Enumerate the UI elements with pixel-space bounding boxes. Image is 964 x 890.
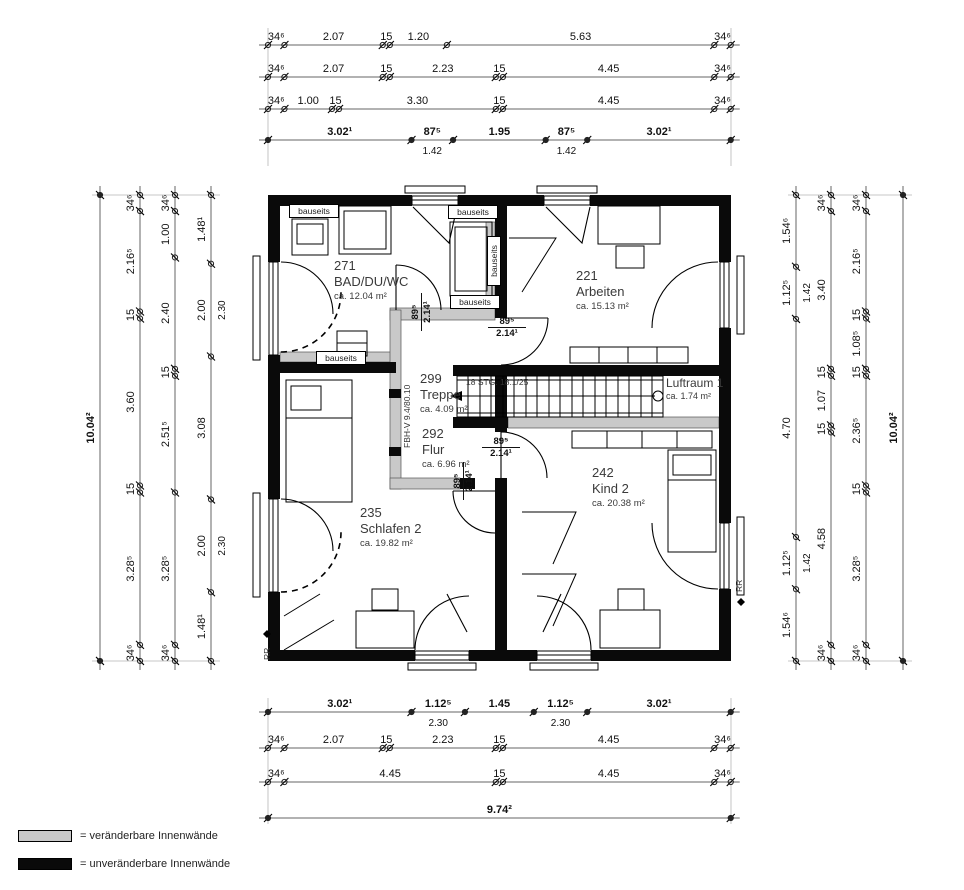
svg-text:34⁶: 34⁶ (816, 644, 828, 662)
shelf-schlafen (284, 594, 334, 650)
room-rname: Schlafen 2 (360, 521, 422, 537)
room-label-221 (576, 268, 629, 312)
svg-text:34⁶: 34⁶ (714, 734, 731, 746)
dim-chain-top-3 (259, 95, 740, 113)
room-rid: 292 (422, 426, 444, 441)
svg-text:1.48¹: 1.48¹ (196, 216, 208, 242)
floor-heating-note: FBH-V 9.4/80.10 (402, 384, 412, 448)
legend-row-changeable (18, 830, 230, 841)
bauseits-label-0: bauseits (289, 204, 339, 218)
room-rname: Flur (422, 442, 445, 458)
svg-text:34⁶: 34⁶ (714, 768, 731, 780)
bauseits-label-1: bauseits (448, 205, 498, 219)
door-height: 2.14¹ (464, 470, 475, 492)
svg-text:34⁶: 34⁶ (267, 768, 285, 780)
sideboard-arbeiten (570, 347, 688, 363)
svg-text:3.02¹: 3.02¹ (327, 698, 353, 710)
desk-kind (600, 610, 660, 648)
room-rarea: ca. 20.38 m² (592, 497, 645, 509)
dim-chain-left-2 (125, 186, 144, 670)
svg-text:1.48¹: 1.48¹ (196, 614, 208, 640)
svg-text:1.95: 1.95 (488, 126, 511, 138)
svg-text:15: 15 (493, 63, 506, 75)
room-label-235 (360, 505, 421, 549)
svg-text:2.07: 2.07 (322, 31, 345, 43)
svg-text:3.28⁵: 3.28⁵ (160, 555, 172, 582)
svg-text:15: 15 (380, 63, 393, 75)
bauseits-label-2: bauseits (487, 236, 501, 286)
svg-text:1.12⁵: 1.12⁵ (781, 550, 793, 577)
door-width: 89⁵ (482, 436, 520, 448)
door-size-label-3 (452, 462, 475, 500)
svg-text:15: 15 (493, 768, 506, 780)
svg-text:87⁵: 87⁵ (557, 126, 576, 138)
dim-chain-bottom-1 (259, 698, 740, 729)
room-rid: 242 (592, 465, 614, 480)
legend-text-changeable: = veränderbare Innenwände (80, 829, 218, 842)
svg-text:2.30: 2.30 (217, 300, 228, 320)
svg-text:1.42: 1.42 (802, 553, 813, 573)
dim-chain-left-1 (85, 186, 104, 670)
svg-text:4.45: 4.45 (597, 734, 620, 746)
svg-text:1.12⁵: 1.12⁵ (781, 279, 793, 306)
svg-text:1.54⁶: 1.54⁶ (781, 612, 793, 639)
shower (339, 206, 391, 254)
legend-row-unchangeable (18, 858, 230, 869)
room-label-luftraum (666, 376, 723, 402)
svg-text:2.36⁵: 2.36⁵ (851, 417, 863, 444)
door-size-label-2 (410, 293, 433, 331)
svg-text:34⁶: 34⁶ (160, 194, 172, 212)
svg-text:34⁶: 34⁶ (267, 95, 285, 107)
bed-schlafen (286, 380, 352, 502)
svg-text:4.45: 4.45 (379, 768, 401, 780)
dim-chain-right-1 (781, 186, 813, 670)
svg-text:34⁶: 34⁶ (816, 194, 828, 212)
svg-text:34⁶: 34⁶ (851, 194, 863, 212)
room-label-242 (592, 465, 645, 509)
svg-text:3.40: 3.40 (816, 279, 828, 301)
svg-text:34⁶: 34⁶ (160, 644, 172, 662)
svg-text:1.45: 1.45 (488, 698, 511, 710)
legend-swatch-unchangeable (18, 858, 72, 870)
room-label-271 (334, 258, 408, 302)
svg-text:15: 15 (125, 308, 137, 322)
svg-text:34⁶: 34⁶ (267, 31, 285, 43)
svg-text:15: 15 (851, 366, 863, 379)
room-rname: BAD/DU/WC (334, 274, 409, 290)
room-rid: 271 (334, 258, 356, 273)
svg-text:3.30: 3.30 (406, 95, 429, 107)
svg-text:1.42: 1.42 (556, 146, 577, 157)
svg-text:5.63: 5.63 (569, 31, 592, 43)
svg-text:15: 15 (380, 31, 393, 43)
svg-text:4.58: 4.58 (816, 527, 828, 550)
svg-text:15: 15 (816, 422, 828, 436)
svg-text:1.42: 1.42 (802, 283, 813, 303)
dim-chain-bottom-3 (259, 768, 740, 786)
svg-text:34⁶: 34⁶ (267, 63, 285, 75)
dim-chain-right-2 (816, 186, 835, 670)
bauseits-label-3: bauseits (450, 295, 500, 309)
svg-text:34⁶: 34⁶ (851, 644, 863, 662)
svg-text:3.60: 3.60 (125, 391, 137, 413)
svg-text:3.02¹: 3.02¹ (327, 126, 353, 138)
dim-chain-left-4 (196, 186, 228, 670)
svg-text:15: 15 (380, 734, 393, 746)
dim-chain-right-3 (851, 186, 870, 670)
door-height: 2.14¹ (496, 328, 518, 339)
svg-text:1.20: 1.20 (407, 31, 430, 43)
dim-chain-top-1 (259, 31, 740, 49)
svg-text:34⁶: 34⁶ (714, 31, 731, 43)
room-rid: 299 (420, 371, 442, 386)
svg-text:15: 15 (851, 308, 863, 322)
svg-text:10.04²: 10.04² (85, 412, 97, 444)
door-size-label-0 (488, 316, 526, 339)
dim-chain-right-4 (888, 186, 907, 670)
svg-text:2.16⁵: 2.16⁵ (125, 248, 137, 275)
bauseits-label-4: bauseits (316, 351, 366, 365)
svg-text:4.45: 4.45 (597, 95, 620, 107)
svg-text:2.40: 2.40 (160, 302, 172, 324)
dim-chain-top-2 (259, 63, 740, 81)
room-rid: 221 (576, 268, 598, 283)
svg-text:3.08: 3.08 (196, 417, 208, 439)
svg-text:3.28⁵: 3.28⁵ (125, 555, 137, 582)
luftraum-name: Luftraum 1 (666, 376, 724, 390)
svg-text:15: 15 (493, 734, 506, 746)
door-size-label-1 (482, 436, 520, 459)
downpipe-label-right: RR (734, 579, 744, 592)
room-rarea: ca. 15.13 m² (576, 300, 629, 312)
desk-schlafen (356, 611, 414, 648)
desk-arbeiten (598, 206, 660, 244)
door-width: 89⁵ (410, 293, 422, 331)
room-rid: 235 (360, 505, 382, 520)
svg-text:1.12⁵: 1.12⁵ (547, 698, 574, 710)
svg-text:2.30: 2.30 (428, 718, 448, 729)
room-rname: Treppe (420, 387, 461, 403)
room-rname: Arbeiten (576, 284, 625, 300)
svg-text:1.00: 1.00 (297, 95, 319, 107)
svg-text:34⁶: 34⁶ (125, 194, 137, 212)
svg-text:3.02¹: 3.02¹ (646, 126, 672, 138)
svg-text:3.02¹: 3.02¹ (646, 698, 672, 710)
svg-text:10.04²: 10.04² (888, 412, 900, 444)
svg-text:2.00: 2.00 (196, 299, 208, 321)
legend-text-unchangeable: = unveränderbare Innenwände (80, 857, 231, 870)
svg-text:4.45: 4.45 (597, 768, 620, 780)
room-rarea: ca. 12.04 m² (334, 290, 387, 302)
svg-text:15: 15 (160, 366, 172, 379)
door-width: 89⁵ (488, 316, 526, 328)
dim-chain-bottom-4 (259, 804, 740, 822)
svg-text:1.42: 1.42 (422, 146, 443, 157)
corner-shelf-arbeiten (509, 238, 556, 292)
door-height: 2.14¹ (490, 448, 512, 459)
svg-text:9.74²: 9.74² (486, 804, 512, 816)
bed-kind (668, 450, 716, 552)
svg-text:2.51⁵: 2.51⁵ (160, 421, 172, 448)
svg-text:34⁶: 34⁶ (267, 734, 285, 746)
svg-text:2.30: 2.30 (217, 536, 228, 556)
svg-text:15: 15 (329, 95, 342, 107)
svg-text:4.70: 4.70 (781, 417, 793, 439)
shelf-kind (522, 512, 576, 626)
svg-text:15: 15 (851, 482, 863, 496)
room-rarea: ca. 6.96 m² (422, 458, 470, 470)
room-rarea: ca. 4.09 m² (420, 403, 468, 415)
svg-text:1.54⁶: 1.54⁶ (781, 217, 793, 244)
door-width: 89⁵ (452, 462, 464, 500)
svg-text:2.00: 2.00 (196, 535, 208, 557)
svg-text:1.07: 1.07 (816, 389, 828, 412)
dim-chain-bottom-2 (259, 734, 740, 752)
legend (18, 830, 230, 886)
svg-text:34⁶: 34⁶ (125, 644, 137, 662)
svg-text:87⁵: 87⁵ (423, 126, 441, 138)
dim-chain-top-4 (259, 126, 740, 157)
room-rname: Kind 2 (592, 481, 629, 497)
svg-text:34⁶: 34⁶ (714, 95, 731, 107)
dim-chain-left-3 (160, 186, 179, 670)
svg-text:2.23: 2.23 (432, 63, 454, 75)
svg-text:34⁶: 34⁶ (714, 63, 731, 75)
svg-text:2.30: 2.30 (550, 718, 571, 729)
svg-text:2.23: 2.23 (432, 734, 454, 746)
svg-text:15: 15 (816, 366, 828, 379)
svg-text:4.45: 4.45 (597, 63, 620, 75)
svg-text:15: 15 (125, 482, 137, 496)
svg-text:1.08⁵: 1.08⁵ (851, 330, 863, 357)
svg-text:2.07: 2.07 (322, 63, 345, 75)
legend-swatch-changeable (18, 830, 72, 842)
svg-text:3.28⁵: 3.28⁵ (851, 555, 863, 582)
svg-text:1.12⁵: 1.12⁵ (424, 698, 452, 710)
svg-text:2.07: 2.07 (322, 734, 345, 746)
room-rarea: ca. 19.82 m² (360, 537, 413, 549)
svg-text:2.16⁵: 2.16⁵ (851, 248, 863, 275)
door-height: 2.14¹ (422, 301, 433, 323)
room-label-299 (420, 371, 468, 415)
svg-text:15: 15 (493, 95, 506, 107)
luftraum-area: ca. 1.74 m² (666, 391, 712, 401)
downpipe-label-left: RR (262, 647, 272, 660)
svg-text:1.00: 1.00 (160, 223, 172, 245)
stairs-note: 18 STG. 18.1/25 (466, 377, 529, 387)
